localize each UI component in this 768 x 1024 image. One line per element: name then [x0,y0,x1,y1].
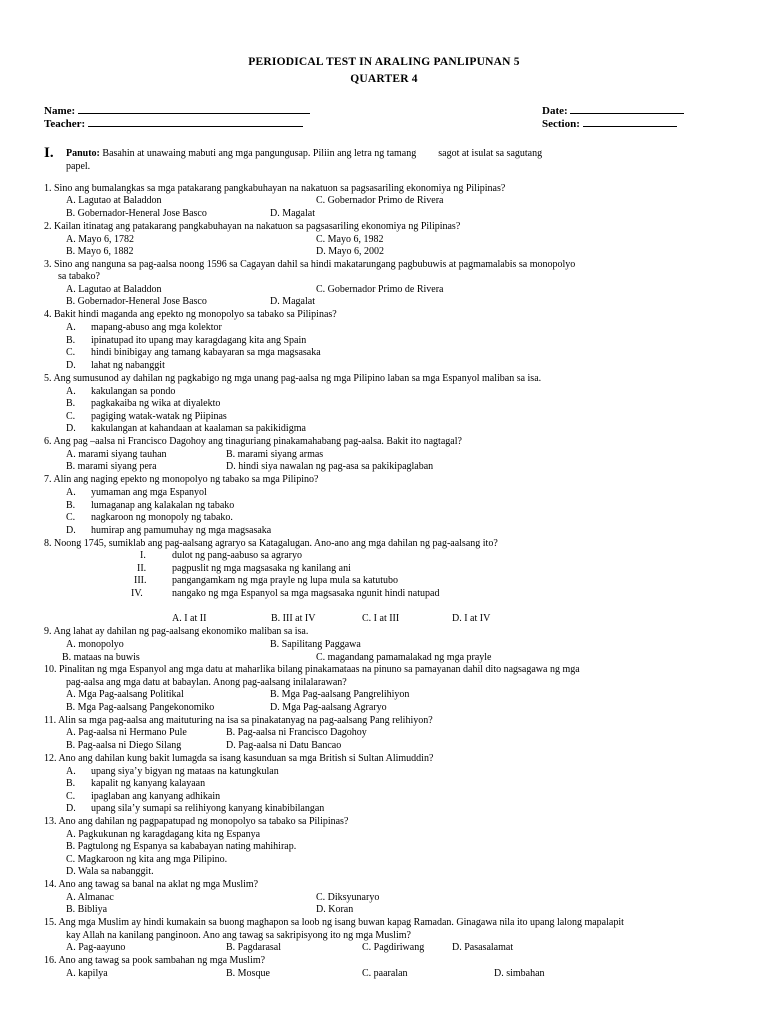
q8-statement-1: dulot ng pang-aabuso sa agraryo [172,550,302,561]
q2-choice-c[interactable]: C. Mayo 6, 1982 [316,234,384,245]
question-16-stem: 16. Ano ang tawag sa pook sambahan ng mga Muslim? [44,955,266,966]
q5-choice-c[interactable]: pagiging watak-watak ng Piipinas [91,411,227,422]
q8-roman-4: IV. [131,588,143,599]
q9-choice-c[interactable]: C. magandang pamamalakad ng mga prayle [316,652,492,663]
question-4-stem: 4. Bakit hindi maganda ang epekto ng monopolyo sa tabako sa Pilipinas? [44,309,337,320]
q4-letter-c: C. [66,347,76,358]
q15-choice-d[interactable]: D. Pasasalamat [452,942,514,953]
date-line [570,103,684,114]
q4-letter-b: B. [66,335,76,346]
q8-choice-a[interactable]: A. I at II [172,613,207,624]
q4-choice-b[interactable]: ipinatupad ito upang may karagdagang kita ang Spain [91,335,307,346]
question-15-stem: 15. Ang mga Muslim ay hindi kumakain sa buong maghapon sa loob ng isang buwan kapag Ramadan. Ginagawa nila ito upang lalong mapalapit [44,917,624,928]
q2-choice-d[interactable]: D. Mayo 6, 2002 [316,246,385,257]
question-3-stem: 3. Sino ang nanguna sa pag-aalsa noong 1596 sa Cagayan dahil sa hindi makatarungang pagbubuwis at pagmamalabis sa monopolyo [44,259,576,270]
q7-choice-d[interactable]: humirap ang pamumuhay ng mga magsasaka [91,525,272,536]
q10-choice-a[interactable]: A. Mga Pag-aalsang Politikal [66,689,184,700]
q1-choice-b[interactable]: B. Gobernador-Heneral Jose Basco [66,208,207,219]
question-2-stem: 2. Kailan itinatag ang patakarang pangkabuhayan na nakatuon sa pagsasariling ekonomiya ng Pilipinas? [44,221,461,232]
q3-choice-b[interactable]: B. Gobernador-Heneral Jose Basco [66,296,207,307]
q5-letter-c: C. [66,411,76,422]
q16-choice-a[interactable]: A. kapilya [66,968,108,979]
q13-choice-a[interactable]: A. Pagkukunan ng karagdagang kita ng Espanya [66,829,261,840]
q6-choice-d[interactable]: D. hindi siya nawalan ng pag-asa sa pakikipaglaban [226,461,434,472]
q6-choice-a[interactable]: A. marami siyang tauhan [66,449,167,460]
q8-roman-2: II. [137,563,147,574]
q12-choice-d[interactable]: upang sila’y sumapi sa relihiyong kanyang kinabibilangan [91,803,325,814]
q5-choice-b[interactable]: pagkakaiba ng wika at diyalekto [91,398,221,409]
q2-choice-a[interactable]: A. Mayo 6, 1782 [66,234,135,245]
name-line [78,103,310,114]
q8-statement-3: pangangamkam ng mga prayle ng lupa mula sa katutubo [172,575,399,586]
name-field[interactable] [44,103,310,117]
q7-letter-d: D. [66,525,76,536]
q14-choice-d[interactable]: D. Koran [316,904,354,915]
q1-choice-a[interactable]: A. Lagutao at Baladdon [66,195,162,206]
q15-choice-a[interactable]: A. Pag-aayuno [66,942,126,953]
instruction-label: Panuto: [66,148,100,159]
q4-choice-a[interactable]: mapang-abuso ang mga kolektor [91,322,222,333]
q15-choice-b[interactable]: B. Pagdarasal [226,942,281,953]
q13-choice-c[interactable]: C. Magkaroon ng kita ang mga Pilipino. [66,854,228,865]
q8-roman-1: I. [140,550,146,561]
instruction-text-2: sagot at isulat sa sagutang [438,148,543,159]
q12-choice-b[interactable]: kapalit ng kanyang kalayaan [91,778,206,789]
instruction-text-1: Basahin at unawaing mabuti ang mga pangungusap. Piliin ang letra ng tamang [102,148,417,159]
question-10-stem-cont: pag-aalsa ang mga datu at babaylan. Anong pag-aalsang inilalarawan? [66,677,347,688]
q3-choice-c[interactable]: C. Gobernador Primo de Rivera [316,284,444,295]
q5-letter-d: D. [66,423,76,434]
q8-choice-c[interactable]: C. I at III [362,613,400,624]
section-label: Section: [542,118,580,130]
q1-choice-d[interactable]: D. Magalat [270,208,315,219]
q4-letter-a: A. [66,322,76,333]
part-numeral: I. [44,145,54,161]
test-quarter: QUARTER 4 [350,73,418,85]
q11-choice-a[interactable]: A. Pag-aalsa ni Hermano Pule [66,727,187,738]
q15-choice-c[interactable]: C. Pagdiriwang [362,942,425,953]
date-field[interactable] [542,103,684,117]
q14-choice-b[interactable]: B. Bibliya [66,904,108,915]
q12-choice-a[interactable]: upang siya’y bigyan ng mataas na katungkulan [91,766,279,777]
question-10-stem: 10. Pinalitan ng mga Espanyol ang mga datu at maharlika bilang pinakamataas na pinuno sa pamayanan dahil dito nagsagawa ng mga [44,664,580,675]
teacher-line [88,116,303,127]
question-3-stem-cont: sa tabako? [58,271,100,282]
q16-choice-b[interactable]: B. Mosque [226,968,270,979]
date-label: Date: [542,105,568,117]
q5-letter-a: A. [66,386,76,397]
instruction-text-3: papel. [66,161,91,172]
q14-choice-c[interactable]: C. Diksyunaryo [316,892,380,903]
q11-choice-b2[interactable]: B. Pag-aalsa ni Francisco Dagohoy [226,727,367,738]
q8-roman-3: III. [134,575,147,586]
question-6-stem: 6. Ang pag –aalsa ni Francisco Dagohoy ang tinaguriang pinakamahabang pag-aalsa. Bakit ito nagtagal? [44,436,462,447]
q5-choice-d[interactable]: kakulangan at kahandaan at kaalaman sa pakikidigma [91,423,306,434]
q7-choice-b[interactable]: lumaganap ang kalakalan ng tabako [91,500,235,511]
q8-choice-d[interactable]: D. I at IV [452,613,491,624]
q7-letter-c: C. [66,512,76,523]
section-field[interactable] [542,116,677,130]
question-13-stem: 13. Ano ang dahilan ng pagpapatupad ng monopolyo sa tabako sa Pilipinas? [44,816,349,827]
question-7-stem: 7. Alin ang naging epekto ng monopolyo ng tabako sa mga Pilipino? [44,474,319,485]
q12-letter-c: C. [66,791,76,802]
q9-choice-b[interactable]: B. mataas na buwis [62,652,140,663]
q12-letter-a: A. [66,766,76,777]
q11-choice-d[interactable]: D. Pag-aalsa ni Datu Bancao [226,740,342,751]
q7-letter-a: A. [66,487,76,498]
q6-choice-b2[interactable]: B. marami siyang armas [226,449,324,460]
q12-choice-c[interactable]: ipaglaban ang kanyang adhikain [91,791,221,802]
q12-letter-d: D. [66,803,76,814]
q6-choice-b[interactable]: B. marami siyang pera [66,461,157,472]
q14-choice-a[interactable]: A. Almanac [66,892,114,903]
question-11-stem: 11. Alin sa mga pag-aalsa ang maituturing na isa sa pinakatanyag na pag-aalsang Pang relihiyon? [44,715,433,726]
q13-choice-d[interactable]: D. Wala sa nabanggit. [66,866,154,877]
q7-choice-c[interactable]: nagkaroon ng monopoly ng tabako. [91,512,233,523]
name-label: Name: [44,105,76,117]
question-9-stem: 9. Ang lahat ay dahilan ng pag-aalsang ekonomiko maliban sa isa. [44,626,309,637]
q4-letter-d: D. [66,360,76,371]
question-1-stem: 1. Sino ang bumalangkas sa mga patakarang pangkabuhayan na nakatuon sa pagsasariling ekonomiya ng Pilipinas? [44,183,506,194]
q10-choice-d[interactable]: D. Mga Pag-aalsang Agraryo [270,702,387,713]
q9-choice-a[interactable]: A. monopolyo [66,639,124,650]
question-12-stem: 12. Ano ang dahilan kung bakit lumagda sa isang kasunduan sa mga British si Sultan Alimuddin? [44,753,434,764]
q1-choice-c[interactable]: C. Gobernador Primo de Rivera [316,195,444,206]
q10-choice-b[interactable]: B. Mga Pag-aalsang Pangekonomiko [66,702,215,713]
q8-statement-4: nangako ng mga Espanyol sa mga magsasaka ngunit hindi natupad [172,588,440,599]
q12-letter-b: B. [66,778,76,789]
question-15-stem-cont: kay Allah na kanilang panginoon. Ano ang tawag sa sakripisyong ito ng mga Muslim? [66,930,411,941]
teacher-label: Teacher: [44,118,86,130]
q3-choice-a[interactable]: A. Lagutao at Baladdon [66,284,162,295]
q16-choice-c[interactable]: C. paaralan [362,968,408,979]
q7-letter-b: B. [66,500,76,511]
q13-choice-b[interactable]: B. Pagtulong ng Espanya sa kababayan nating mahihirap. [66,841,297,852]
q10-choice-b2[interactable]: B. Mga Pag-aalsang Pangrelihiyon [270,689,410,700]
q11-choice-b[interactable]: B. Pag-aalsa ni Diego Silang [66,740,182,751]
teacher-field[interactable] [44,116,303,130]
question-5-stem: 5. Ang sumusunod ay dahilan ng pagkabigo ng mga unang pag-aalsa ng mga Pilipino laban sa mga Espanyol maliban sa isa. [44,373,542,384]
q4-choice-c[interactable]: hindi binibigay ang tamang kabayaran sa mga magsasaka [91,347,321,358]
q7-choice-a[interactable]: yumaman ang mga Espanyol [91,487,207,498]
q3-choice-d[interactable]: D. Magalat [270,296,315,307]
section-line [583,116,677,127]
test-title: PERIODICAL TEST IN ARALING PANLIPUNAN 5 [248,56,520,68]
question-14-stem: 14. Ano ang tawag sa banal na aklat ng mga Muslim? [44,879,259,890]
q8-choice-b[interactable]: B. III at IV [271,613,316,624]
q5-choice-a[interactable]: kakulangan sa pondo [91,386,176,397]
q4-choice-d[interactable]: lahat ng nabanggit [91,360,165,371]
q16-choice-d[interactable]: D. simbahan [494,968,545,979]
q2-choice-b[interactable]: B. Mayo 6, 1882 [66,246,134,257]
q9-choice-b2[interactable]: B. Sapilitang Paggawa [270,639,361,650]
question-8-stem: 8. Noong 1745, sumiklab ang pag-aalsang agraryo sa Katagalugan. Ano-ano ang mga dahilan ng pag-aalsang ito? [44,538,498,549]
q5-letter-b: B. [66,398,76,409]
q8-statement-2: pagpuslit ng mga magsasaka ng kanilang ani [172,563,351,574]
instructions [66,147,706,173]
